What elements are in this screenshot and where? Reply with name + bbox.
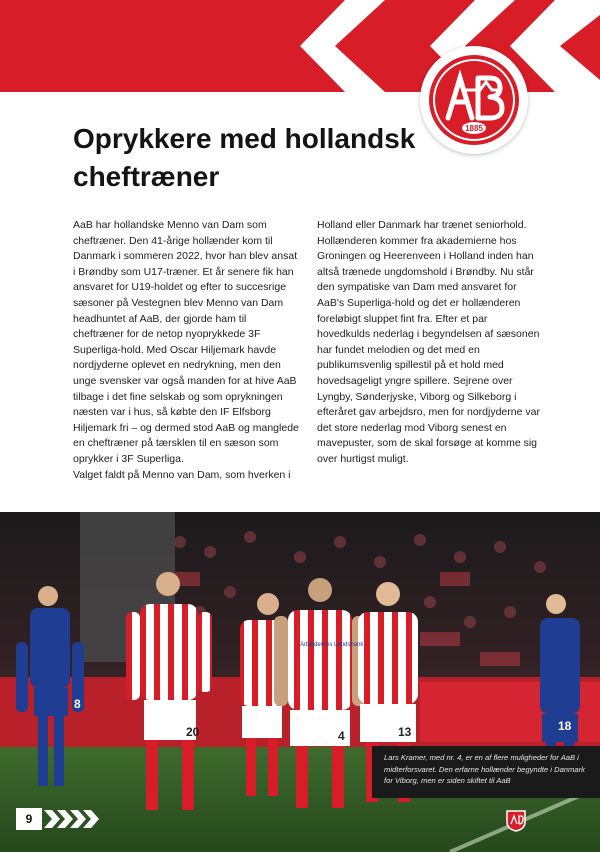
aab-crest-icon bbox=[428, 54, 520, 146]
article-column-left bbox=[73, 218, 299, 483]
sponsor-text: Arbejdernes Landsbank bbox=[300, 642, 364, 648]
article-column-right bbox=[317, 218, 543, 468]
crest-year: 1885 bbox=[465, 124, 483, 133]
shirt-number: 8 bbox=[74, 697, 81, 711]
photo-caption: Lars Kramer, med nr. 4, er en af flere muligheder for AaB i midterforsvaret. Den erfarne hollænder begyndte i Danmark for Viborg, men er siden skiftet til AaB bbox=[372, 746, 600, 798]
club-logo bbox=[420, 46, 528, 154]
football-match-photo bbox=[0, 512, 600, 852]
shirt-number: 4 bbox=[338, 729, 345, 743]
chevron-right-icon bbox=[44, 810, 100, 828]
shirt-number: 18 bbox=[558, 719, 572, 733]
article-paragraph: Valget faldt på Menno van Dam, som hverken i bbox=[73, 468, 291, 481]
article-paragraph: AaB har hollandske Menno van Dam som cheftræner. Den 41-årige hollænder kom til Danmark i sommeren 2022, hvor han blev ansat i Brøndby som U17-træner. Et år senere fik han ansvaret for U19-holdet og efter to succesrige sæsoner på Vestegnen blev Menno van Dam headhuntet af AaB, der gjorde ham til cheftræner for de netop nyoprykkede 3F Superliga-hold. Med Oscar Hiljemark havde nordjyderne oplevet en nedrykning, men den unge svensker var også manden for at hive AaB tilbage i det fine selskab og som oprykningen næsten var i hus, så købte den IF Elfsborg Hiljemark fri – og dermed stod AaB og manglede en cheftræner på tærsklen til en sæson som oprykker i 3F Superliga. bbox=[73, 219, 299, 465]
article-paragraph: Holland eller Danmark har trænet seniorhold. Hollænderen kommer fra akademierne hos Groningen og Heerenveen i Holland inden han altså trænede ungdomshold i Brøndby. Nu står den sympatiske van Dam med ansvaret for AaB's Superliga-hold og det er hollænderen foreløbigt sluppet fint fra. Efter et par hovedkulds nederlag i begyndelsen af sæsonen har fundet melodien og det med en publikumsvenlig spillestil på et hold med hovedsageligt yngre spillere. Sejrene over Lyngby, Sønderjyske, Viborg og Silkeborg i efteråret gav arbejdsro, men for nordjyderne var det store nederlag mod Viborg senest en mavepuster, som de skal forsøge at komme sig over hurtigst muligt. bbox=[317, 219, 540, 465]
article-title: Oprykkere med hollandsk cheftræner bbox=[73, 123, 416, 192]
shirt-number: 20 bbox=[186, 725, 200, 739]
match-photo bbox=[0, 512, 600, 852]
shirt-number: 13 bbox=[398, 725, 412, 739]
page-number: 9 bbox=[16, 808, 42, 830]
shield-icon bbox=[506, 810, 526, 832]
